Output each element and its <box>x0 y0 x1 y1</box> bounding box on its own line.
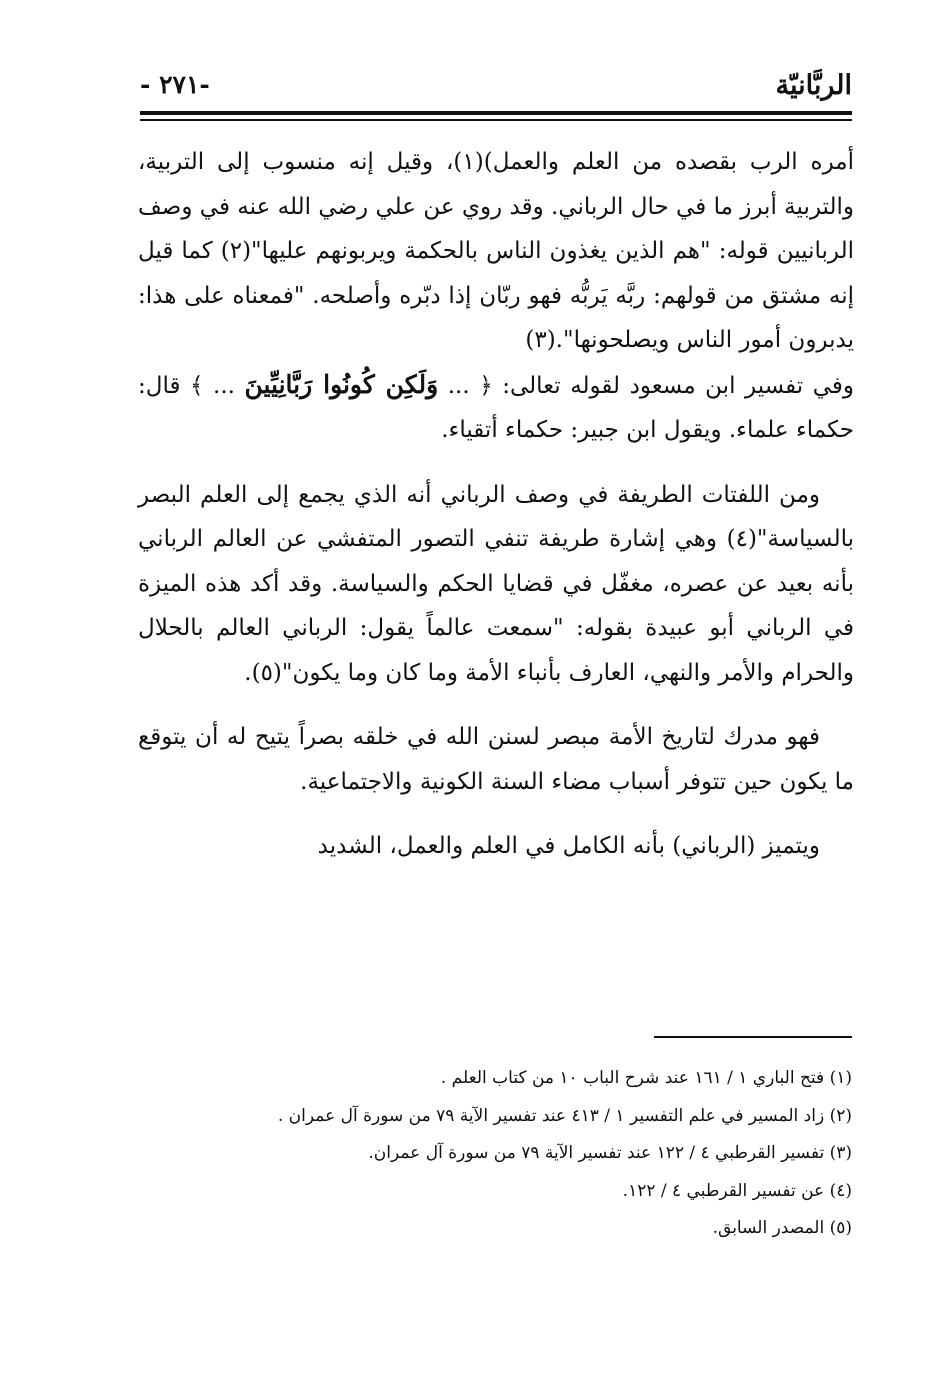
footnote-1: (١) فتح الباري ١ / ١٦١ عند شرح الباب ١٠ من كتاب العلم . <box>440 1068 852 1088</box>
header-rule-thick <box>140 111 852 115</box>
footnote-3: (٣) تفسير القرطبي ٤ / ١٢٢ عند تفسير الآية ٧٩ من سورة آل عمران. <box>368 1143 852 1163</box>
paragraph-5: ويتميز (الرباني) بأنه الكامل في العلم والعمل، الشديد <box>317 833 820 859</box>
footnote-separator <box>654 1036 852 1038</box>
paragraph-3: ومن اللفتات الطريفة في وصف الرباني أنه الذي يجمع إلى العلم البصر بالسياسة"(٤) وهي إشارة طريفة تنفي التصور المتفشي عن العالم الرباني بأنه بعيد عن عصره، مغفّل في قضايا الحكم والسياسة. وقد أكد هذه الميزة في الرباني أبو عبيدة بقوله: "سمعت عالماً يقول: الرباني العالم بالحلال والحرام والأمر والنهي، العارف بأنباء الأمة وما كان وما يكون"(٥). <box>138 481 854 686</box>
page-number: - ٢٧١- <box>140 70 210 99</box>
page-header <box>140 62 852 106</box>
running-title: الربَّانيّة <box>775 70 852 101</box>
main-text <box>138 140 854 869</box>
paragraph-2-rest: ... ﴾ قال: حكماء علماء. ويقول ابن جبير: حكماء أتقياء. <box>138 372 854 443</box>
footnote-5: (٥) المصدر السابق. <box>712 1218 852 1238</box>
paragraph-1: أمره الرب بقصده من العلم والعمل)(١)، وقيل إنه منسوب إلى التربية، والتربية أبرز ما في حال الرباني. وقد روي عن علي رضي الله عنه في وصف الربانيين قوله: "هم الذين يغذون الناس بالحكمة ويربونهم عليها"(٢) كما قيل إنه مشتق من قولهم: ربَّه يَربُّه فهو ربّان إذا دبّره وأصلحه. "فمعناه على هذا: يدبرون أمور الناس ويصلحونها".(٣) <box>138 149 855 353</box>
footnote-2: (٢) زاد المسير في علم التفسير ١ / ٤١٣ عند تفسير الآية ٧٩ من سورة آل عمران . <box>277 1105 852 1126</box>
header-rule-thin <box>140 119 852 121</box>
footnote-4: (٤) عن تفسير القرطبي ٤ / ١٢٢. <box>622 1180 852 1201</box>
footnotes <box>140 1060 852 1248</box>
paragraph-4: فهو مدرك لتاريخ الأمة مبصر لسنن الله في خلقه بصراً يتيح له أن يتوقع ما يكون حين تتوفر أسباب مضاء السنة الكونية والاجتماعية. <box>138 724 854 795</box>
quran-verse: وَلَكِن كُونُوا رَبَّانِيِّينَ <box>244 369 439 399</box>
paragraph-2-intro: وفي تفسير ابن مسعود لقوله تعالى: ﴿ ... <box>438 372 854 399</box>
paragraph-2 <box>138 363 854 453</box>
